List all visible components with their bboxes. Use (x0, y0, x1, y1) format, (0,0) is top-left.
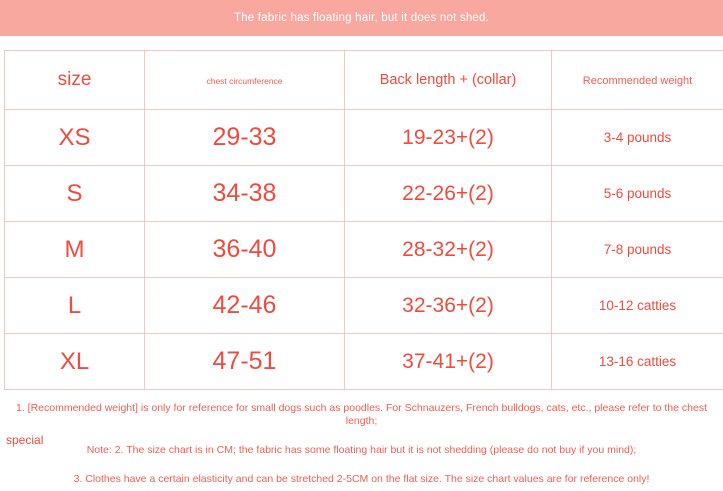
cell-size (5, 334, 145, 390)
value-weight: 13-16 catties (598, 353, 677, 369)
cell-chest (145, 334, 345, 390)
value-back: 28-32+(2) (402, 237, 494, 261)
value-weight: 10-12 catties (598, 297, 677, 313)
cell-chest (145, 278, 345, 334)
cell-chest (145, 222, 345, 278)
value-back: 19-23+(2) (402, 125, 494, 149)
cell-weight (552, 334, 723, 390)
special-label: special (6, 433, 44, 447)
size-table (4, 50, 723, 390)
table-row (5, 334, 723, 390)
note-line-3: 3. Clothes have a certain elasticity and can be stretched 2-5CM on the flat size. The size chart values are for reference only! (73, 473, 650, 486)
cell-back (345, 334, 552, 390)
table-header-row (5, 51, 723, 110)
size-table-container (0, 50, 723, 390)
value-size: XS (58, 123, 91, 151)
value-weight: 3-4 pounds (603, 129, 672, 145)
value-chest: 29-33 (212, 123, 277, 151)
value-chest: 42-46 (212, 291, 277, 319)
cell-weight (552, 110, 723, 166)
header-cell-weight (552, 51, 723, 110)
top-banner (0, 0, 723, 36)
cell-back (345, 166, 552, 222)
header-cell-chest (145, 51, 345, 110)
notes-section (0, 402, 723, 487)
value-chest: 34-38 (212, 179, 277, 207)
banner-text: The fabric has floating hair, but it does not shed. (233, 12, 490, 24)
header-cell-back (345, 51, 552, 110)
cell-back (345, 110, 552, 166)
table-row (5, 222, 723, 278)
header-label-size: size (57, 69, 92, 90)
cell-back (345, 222, 552, 278)
cell-chest (145, 166, 345, 222)
note-line-1: 1. [Recommended weight] is only for reference for small dogs such as poodles. For Schnauzers, French bulldogs, cats, etc., please refer to the chest length; (15, 402, 707, 428)
value-weight: 5-6 pounds (603, 185, 672, 201)
value-size: S (66, 179, 83, 207)
cell-size (5, 166, 145, 222)
table-row (5, 110, 723, 166)
table-row (5, 278, 723, 334)
value-weight: 7-8 pounds (603, 241, 672, 257)
cell-size (5, 278, 145, 334)
header-label-back: Back length + (collar) (379, 72, 517, 88)
value-back: 37-41+(2) (402, 349, 494, 373)
cell-chest (145, 110, 345, 166)
value-chest: 36-40 (212, 235, 277, 263)
table-row (5, 166, 723, 222)
header-cell-size (5, 51, 145, 110)
value-chest: 47-51 (212, 347, 277, 375)
value-back: 22-26+(2) (402, 181, 494, 205)
cell-weight (552, 222, 723, 278)
cell-weight (552, 166, 723, 222)
value-size: M (64, 235, 85, 263)
cell-size (5, 110, 145, 166)
cell-weight (552, 278, 723, 334)
header-label-weight: Recommended weight (582, 75, 693, 87)
value-size: L (67, 291, 82, 319)
value-back: 32-36+(2) (402, 293, 494, 317)
value-size: XL (59, 347, 90, 375)
header-label-chest: chest circumference (206, 76, 283, 86)
cell-back (345, 278, 552, 334)
note-line-2: Note: 2. The size chart is in CM; the fabric has some floating hair but it is not shedding (please do not buy if you mind); (86, 444, 637, 457)
cell-size (5, 222, 145, 278)
